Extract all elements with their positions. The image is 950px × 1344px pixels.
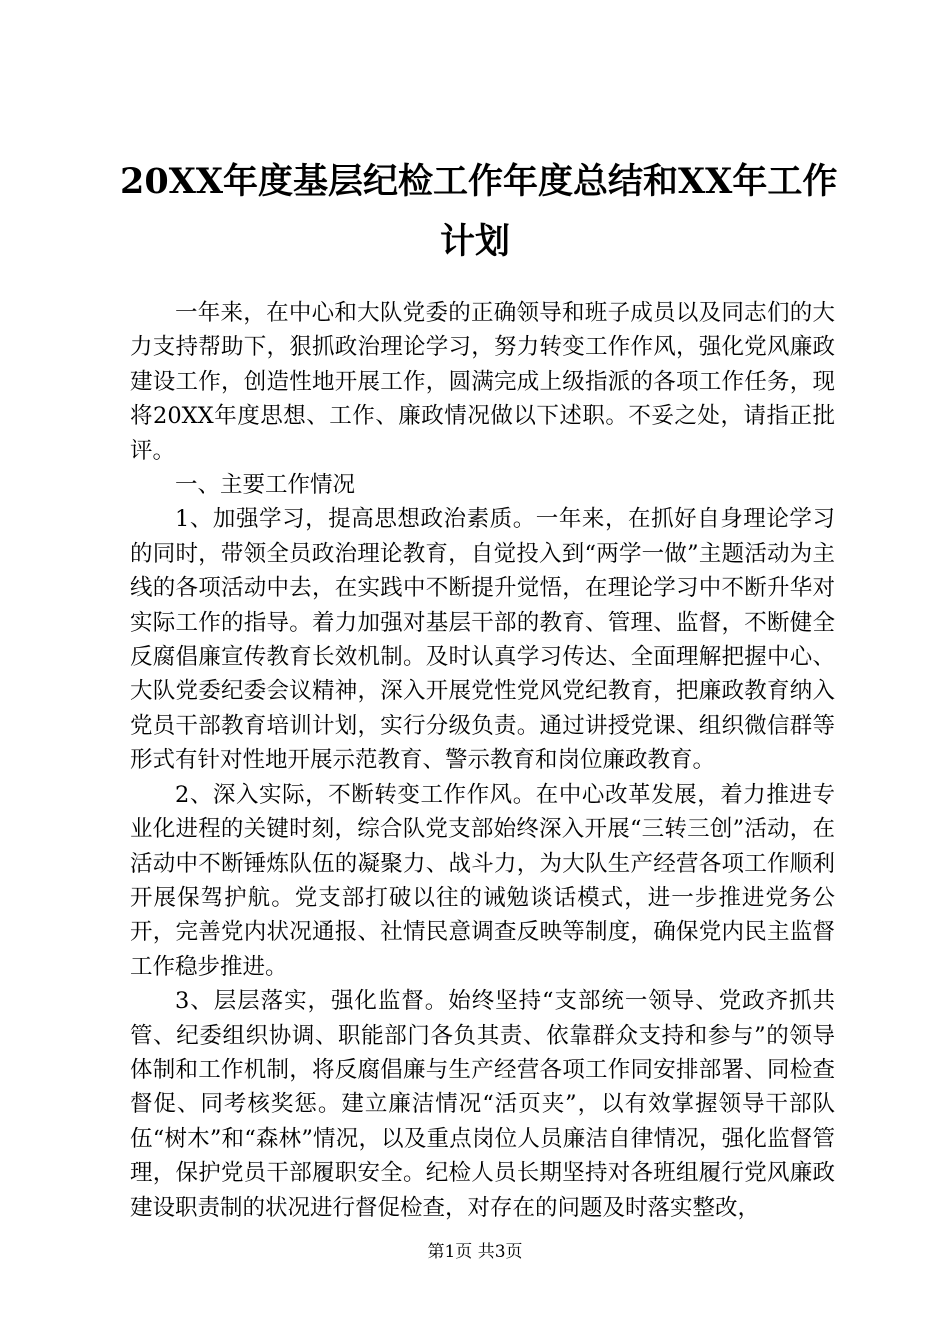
paragraph-item-1: 1、加强学习，提高思想政治素质。一年来，在抓好自身理论学习的同时，带领全员政治理论教育，自觉投入到“两学一做”主题活动为主线的各项活动中去，在实践中不断提升觉悟，在理论学习中不断升华对实际工作的指导。着力加强对基层干部的教育、管理、监督，不断健全反腐倡廉宣传教育长效机制。及时认真学习传达、全面理解把握中心、大队党委纪委会议精神，深入开展党性党风党纪教育，把廉政教育纳入党员干部教育培训计划，实行分级负责。通过讲授党课、组织微信群等形式有针对性地开展示范教育、警示教育和岗位廉政教育。 — [130, 506, 835, 774]
document-title-line-2: 计划 — [439, 221, 510, 262]
paragraph-item-2: 2、深入实际，不断转变工作作风。在中心改革发展，着力推进专业化进程的关键时刻，综合队党支部始终深入开展“三转三创”活动，在活动中不断锤炼队伍的凝聚力、战斗力，为大队生产经营各项工作顺利开展保驾护航。党支部打破以往的诫勉谈话模式，进一步推进党务公开，完善党内状况通报、社情民意调查反映等制度，确保党内民主监督工作稳步推进。 — [130, 781, 835, 980]
page-footer: 第1页 共3页 — [427, 1242, 523, 1262]
paragraph-item-3: 3、层层落实，强化监督。始终坚持“支部统一领导、党政齐抓共管、纪委组织协调、职能部门各负其责、依靠群众支持和参与”的领导体制和工作机制，将反腐倡廉与生产经营各项工作同安排部署、同检查督促、同考核奖惩。建立廉洁情况“活页夹”，以有效掌握领导干部队伍“树木”和“森林”情况，以及重点岗位人员廉洁自律情况，强化监督管理，保护党员干部履职安全。纪检人员长期坚持对各班组履行党风廉政建设职责制的状况进行督促检查，对存在的问题及时落实整改， — [130, 988, 835, 1221]
document-title-line-1: 20XX年度基层纪检工作年度总结和XX年工作 — [120, 161, 838, 202]
document-body — [130, 296, 835, 1225]
section-heading-main-work: 一、主要工作情况 — [175, 472, 356, 499]
intro-paragraph: 一年来，在中心和大队党委的正确领导和班子成员以及同志们的大力支持帮助下，狠抓政治理论学习，努力转变工作作风，强化党风廉政建设工作，创造性地开展工作，圆满完成上级指派的各项工作任务，现将20XX年度思想、工作、廉政情况做以下述职。不妥之处，请指正批评。 — [130, 300, 835, 464]
